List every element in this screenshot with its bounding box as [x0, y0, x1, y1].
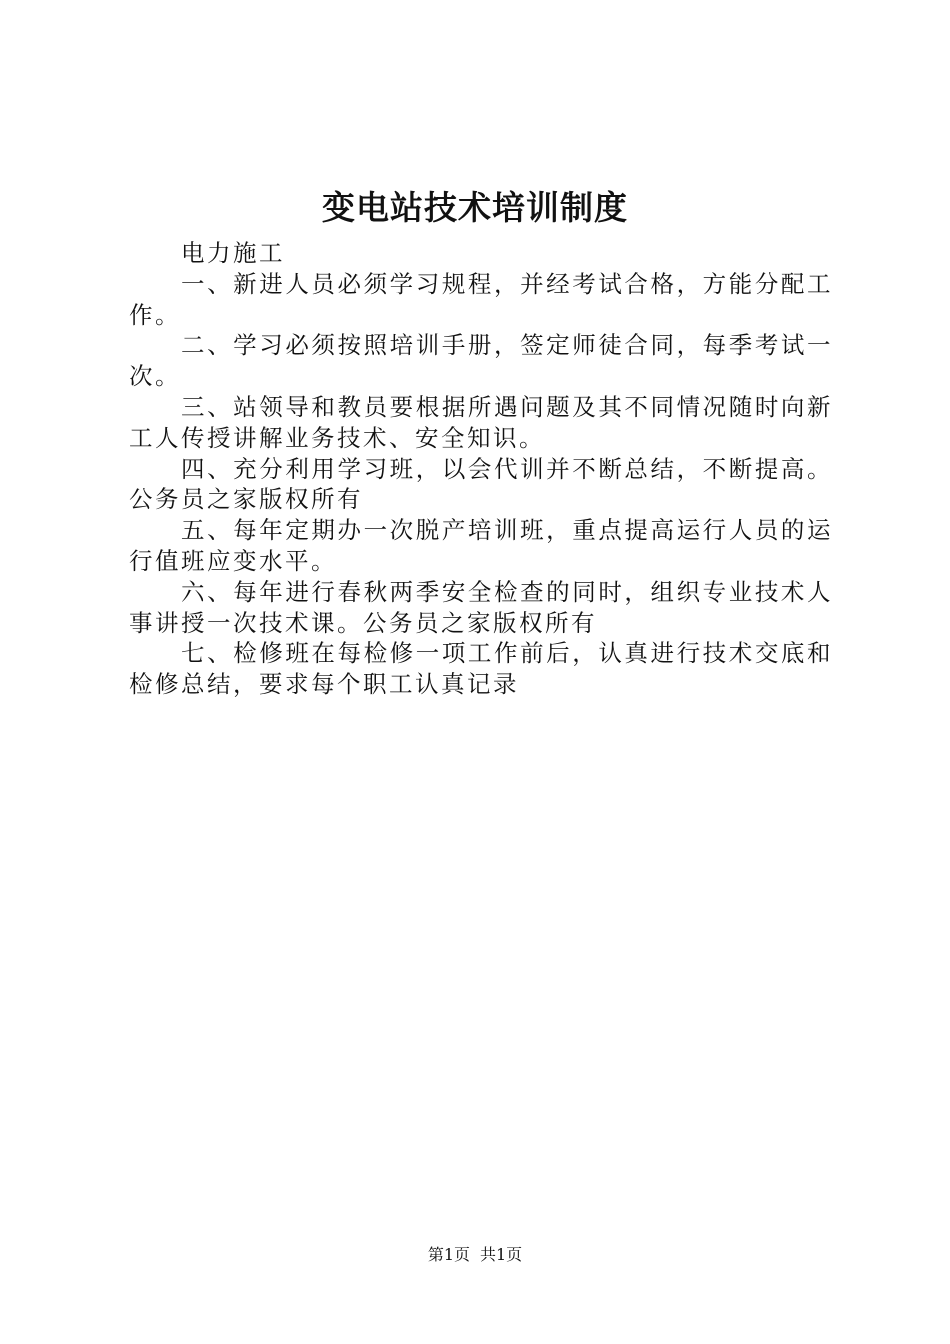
- paragraph-item-2: 二、学习必须按照培训手册，签定师徒合同，每季考试一次。: [129, 331, 833, 391]
- page-number: 第1页: [427, 1245, 470, 1264]
- page-total: 共1页: [480, 1245, 523, 1264]
- document-body: [129, 238, 833, 700]
- paragraph-item-7: 七、检修班在每检修一项工作前后，认真进行技术交底和检修总结，要求每个职工认真记录: [129, 639, 833, 699]
- paragraph-item-6: 六、每年进行春秋两季安全检查的同时，组织专业技术人事讲授一次技术课。公务员之家版权所有: [129, 577, 833, 637]
- document-title: 变电站技术培训制度: [322, 188, 628, 227]
- paragraph-item-4: 四、充分利用学习班，以会代训并不断总结，不断提高。公务员之家版权所有: [129, 454, 833, 514]
- paragraph-item-1: 一、新进人员必须学习规程，并经考试合格，方能分配工作。: [129, 269, 833, 329]
- paragraph-category: 电力施工: [181, 239, 285, 267]
- paragraph-item-5: 五、每年定期办一次脱产培训班，重点提高运行人员的运行值班应变水平。: [129, 516, 833, 575]
- paragraph-item-3: 三、站领导和教员要根据所遇问题及其不同情况随时向新工人传授讲解业务技术、安全知识。: [129, 392, 833, 452]
- page-footer: [0, 1244, 950, 1266]
